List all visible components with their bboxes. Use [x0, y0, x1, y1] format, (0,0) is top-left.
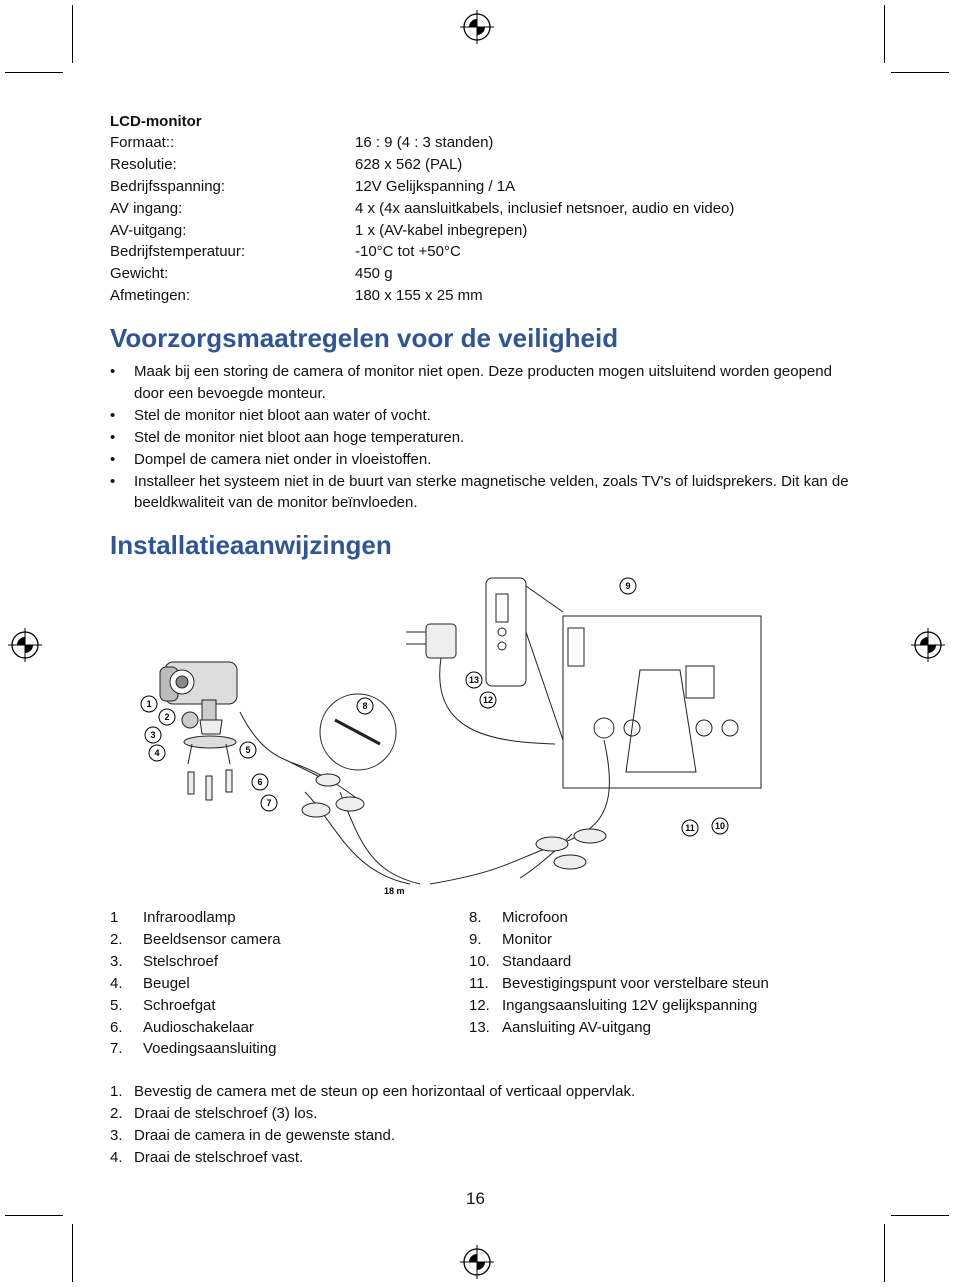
- callout-11: [682, 820, 698, 836]
- bullet-icon: •: [110, 428, 116, 446]
- cables: [240, 712, 609, 884]
- svg-text:3: 3: [150, 730, 156, 740]
- safety-heading: Voorzorgsmaatregelen voor de veiligheid: [110, 323, 619, 353]
- svg-text:5: 5: [245, 745, 251, 755]
- safety-item: • Maak bij een storing de camera of monitor niet open. Deze producten mogen uitsluitend worden geopend door een bevoegde monteur.: [110, 363, 832, 402]
- registration-mark-icon: [8, 628, 42, 662]
- spec-value: -10°C tot +50°C: [355, 243, 461, 260]
- legend-item: 7. Voedingsaansluiting: [110, 1040, 277, 1058]
- monitor-side-panel: [486, 578, 563, 740]
- bullet-icon: •: [110, 472, 116, 490]
- svg-text:9: 9: [625, 581, 631, 591]
- spec-label: Resolutie:: [110, 156, 177, 173]
- callout-2: [159, 709, 175, 725]
- spec-value: 450 g: [355, 265, 393, 282]
- safety-item: • Stel de monitor niet bloot aan water of vocht.: [110, 405, 850, 427]
- step-item: 2. Draai de stelschroef (3) los.: [110, 1104, 318, 1122]
- crop-mark: [72, 1224, 73, 1282]
- crop-mark: [884, 1224, 885, 1282]
- spec-title: LCD-monitor: [110, 113, 202, 130]
- crop-mark: [5, 72, 63, 73]
- svg-text:4: 4: [154, 748, 160, 758]
- step-item: 3. Draai de camera in de gewenste stand.: [110, 1126, 395, 1144]
- callout-5: [240, 742, 256, 758]
- legend-left: [110, 907, 281, 1060]
- callout-4: [149, 745, 165, 761]
- step-item: 1. Bevestig de camera met de steun op een horizontaal of verticaal oppervlak.: [110, 1083, 636, 1100]
- callout-6: [252, 774, 268, 790]
- svg-text:1: 1: [146, 699, 152, 709]
- spec-label: Bedrijfstemperatuur:: [110, 243, 246, 260]
- callout-8: [357, 698, 373, 714]
- legend-item: 13. Aansluiting AV-uitgang: [469, 1018, 651, 1036]
- legend-item: 9. Monitor: [469, 930, 553, 948]
- spec-value: 180 x 155 x 25 mm: [355, 287, 483, 304]
- cable-length-label: 18 m: [384, 886, 405, 896]
- installation-diagram: [130, 572, 780, 897]
- svg-text:6: 6: [257, 777, 263, 787]
- svg-text:10: 10: [714, 821, 726, 831]
- legend-item: 4. Beugel: [110, 974, 190, 992]
- registration-mark-icon: [460, 1245, 494, 1279]
- callout-1: [141, 696, 157, 712]
- spec-value: 12V Gelijkspanning / 1A: [355, 178, 516, 195]
- legend-item: 1 Infraroodlamp: [110, 909, 236, 926]
- spec-value: 1 x (AV-kabel inbegrepen): [355, 222, 528, 239]
- crop-mark: [72, 5, 73, 63]
- legend-item: 8. Microfoon: [469, 909, 568, 926]
- legend-item: 5. Schroefgat: [110, 996, 216, 1014]
- registration-mark-icon: [460, 10, 494, 44]
- callout-10: [712, 818, 728, 834]
- svg-text:12: 12: [482, 695, 494, 705]
- spec-label: Gewicht:: [110, 265, 169, 282]
- legend-item: 10. Standaard: [469, 952, 572, 970]
- crop-mark: [891, 1215, 949, 1216]
- spec-label: Bedrijfsspanning:: [110, 178, 226, 195]
- page-number: 16: [466, 1189, 485, 1208]
- spec-label: AV-uitgang:: [110, 222, 187, 239]
- legend-item: 11. Bevestigingspunt voor verstelbare steun: [469, 974, 769, 992]
- callout-13: [466, 672, 482, 688]
- safety-item: • Installeer het systeem niet in de buurt van sterke magnetische velden, zoals TV's of luidsprekers. Dit kan de beeldkwaliteit van de monitor beïnvloeden.: [110, 472, 849, 512]
- svg-text:11: 11: [685, 823, 695, 833]
- spec-label: Afmetingen:: [110, 287, 191, 304]
- safety-item: • Stel de monitor niet bloot aan hoge temperaturen.: [110, 427, 850, 449]
- legend-item: 6. Audioschakelaar: [110, 1018, 254, 1036]
- crop-mark: [884, 5, 885, 63]
- legend-item: 12. Ingangsaansluiting 12V gelijkspanning: [469, 996, 758, 1014]
- callout-12: [480, 692, 496, 708]
- monitor-back-illustration: [563, 616, 761, 788]
- spec-label: AV ingang:: [110, 200, 183, 217]
- svg-text:13: 13: [468, 675, 480, 685]
- install-steps: [110, 1081, 635, 1169]
- spec-value: 16 : 9 (4 : 3 standen): [355, 134, 494, 151]
- spec-label: Formaat::: [110, 134, 175, 151]
- callout-3: [145, 727, 161, 743]
- bullet-icon: •: [110, 450, 116, 468]
- safety-list: [110, 361, 850, 514]
- registration-mark-icon: [911, 628, 945, 662]
- camera-illustration: [160, 662, 237, 748]
- bullet-icon: •: [110, 363, 116, 380]
- screws-illustration: [188, 744, 232, 800]
- svg-text:7: 7: [266, 798, 272, 808]
- svg-text:8: 8: [362, 701, 368, 711]
- crop-mark: [891, 72, 949, 73]
- bullet-icon: •: [110, 406, 116, 424]
- legend-right: [469, 907, 769, 1038]
- crop-mark: [5, 1215, 63, 1216]
- install-heading: Installatieaanwijzingen: [110, 530, 392, 560]
- callout-7: [261, 795, 277, 811]
- callout-9: [620, 578, 636, 594]
- safety-item: • Dompel de camera niet onder in vloeistoffen.: [110, 449, 850, 471]
- step-item: 4. Draai de stelschroef vast.: [110, 1148, 304, 1166]
- legend-item: 2. Beeldsensor camera: [110, 930, 281, 948]
- legend-item: 3. Stelschroef: [110, 952, 219, 970]
- svg-text:2: 2: [164, 712, 170, 722]
- spec-value: 628 x 562 (PAL): [355, 156, 463, 173]
- spec-value: 4 x (4x aansluitkabels, inclusief netsnoer, audio en video): [355, 200, 735, 217]
